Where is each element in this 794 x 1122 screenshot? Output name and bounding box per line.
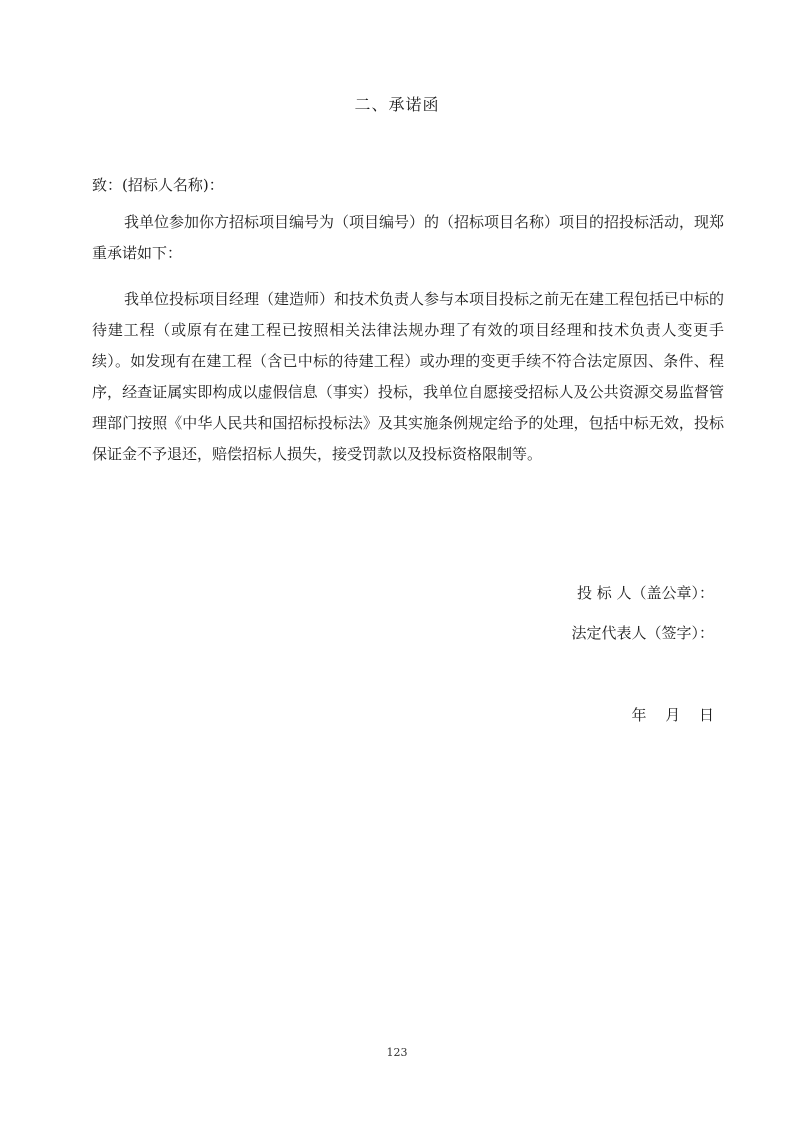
- date-line: 年 月 日: [631, 706, 714, 724]
- document-title: 二、承诺函: [354, 95, 440, 114]
- commitment-paragraph: 我单位投标项目经理（建造师）和技术负责人参与本项目投标之前无在建工程包括已中标的待建工程（或原有在建工程已按照相关法律法规办理了有效的项目经理和技术负责人变更手续）。如发现有在建工程（含已中标的待建工程）或办理的变更手续不符合法定原因、条件、程序，经查证属实即构成以虚假信息（事实）投标，我单位自愿接受招标人及公共资源交易监督管理部门按照《中华人民共和国招标投标法》及其实施条例规定给予的处理，包括中标无效，投标保证金不予退还，赔偿招标人损失，接受罚款以及投标资格限制等。: [92, 290, 725, 463]
- page-number: 123: [386, 1046, 408, 1059]
- intro-paragraph: 我单位参加你方招标项目编号为（项目编号）的（招标项目名称）项目的招投标活动，现郑重承诺如下：: [92, 213, 725, 262]
- bidder-signature-line: 投 标 人（盖公章）：: [576, 584, 714, 602]
- addressee-line: 致：(招标人名称)：: [92, 176, 224, 194]
- legal-representative-signature-line: 法定代表人（签字）：: [571, 624, 714, 642]
